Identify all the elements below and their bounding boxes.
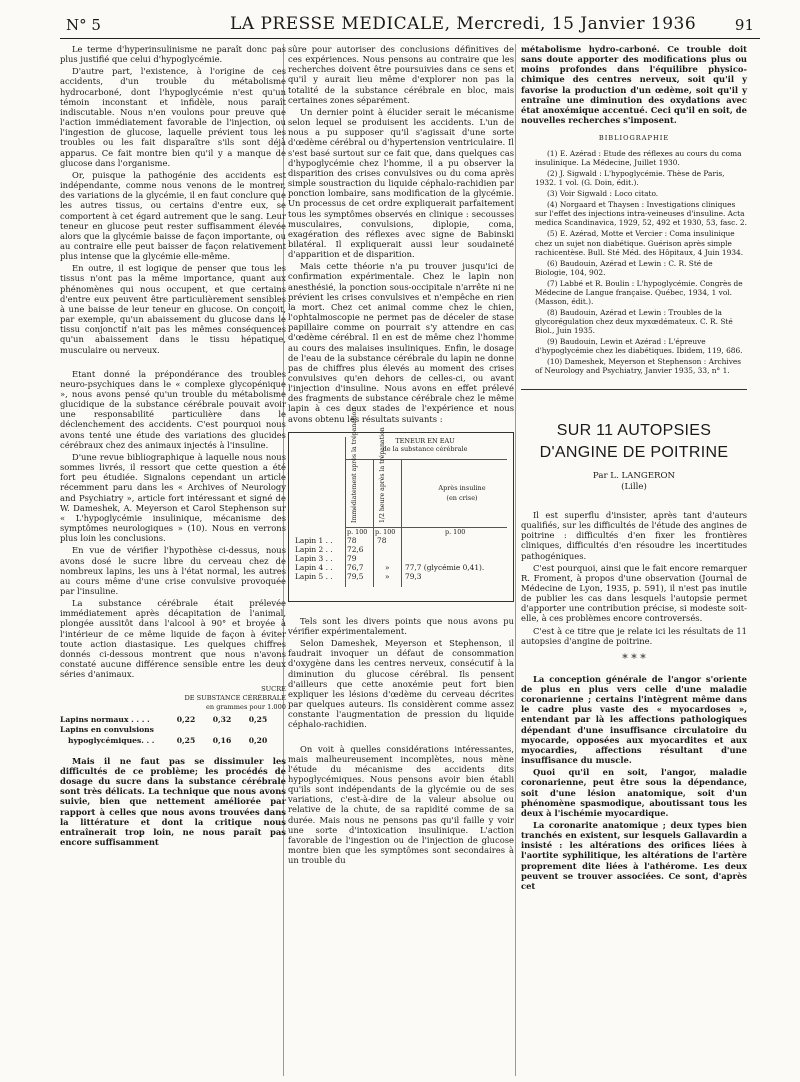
table-row-label: Lapin 1 . .	[295, 535, 333, 545]
column-left	[60, 44, 286, 849]
bibliography-entry: (1) E. Azérad : Etude des réflexes au cours du coma insulinique. La Médecine, Juillet 1930.	[535, 149, 742, 168]
bibliography	[521, 149, 747, 375]
paragraph: La coronarite anatomique ; deux types bien tranchés en existent, sur lesquels Gallavardin a insisté : les altérations des orifices liées à l'aortite syphilitique, les altérations de l'artère proprement dite liées à l'athérome. Les deux peuvent se trouver associées. Ce sont, d'après cet	[521, 820, 747, 891]
paragraph: Selon Dameshek, Meyerson et Stephenson, il faudrait invoquer un défaut de consommation d'oxygène dans les centres nerveux, consécutif à la diminution du glucose cérébral. Ils pensent d'ailleurs que cette anoxémie peut fort bien expliquer les lésions d'œdème du cerveau décrites par quelques auteurs. Ils considèrent comme assez constante l'augmentation de pression du liquide céphalo-rachidien.	[288, 638, 514, 730]
paragraph: Etant donné la prépondérance des troubles neuro-psychiques dans le « complexe glycopénique », nous avons pensé qu'un trouble du métabolisme glucidique de la substance cérébrale pouvait avoir une responsabilité particulière dans le déclenchement des accidents. C'est pourquoi nous avons tenté une étude des variations des glucides cérébraux chez des animaux injectés à l'insuline.	[60, 368, 286, 450]
column-middle	[288, 44, 514, 867]
paragraph: Quoi qu'il en soit, l'angor, maladie coronarienne, peut être sous la dépendance, soit d'une lésion anatomique, soit d'un phénomène spasmodique, aboutissant tous les deux à l'ischémie myocardique.	[521, 767, 747, 818]
column-header: 1/2 heure après la trépanation	[379, 426, 386, 523]
bibliography-entry: (4) Norgaard et Thaysen : Investigations cliniques sur l'effet des injections intra-veineuses d'insuline. Acta medica Scandinavica, 1929, 52, 492 et 1930, 53, fasc. 2.	[535, 200, 747, 228]
paragraph: Mais il ne faut pas se dissimuler les difficultés de ce problème; les procédés de dosage du sucre dans la substance cérébrale sont très délicats. La technique que nous avons suivie, bien que nettement améliorée par rapport à celles que nous avons trouvées dans la littérature et dont la critique nous entraînerait trop loin, ne nous paraît pas encore suffisamment	[60, 755, 286, 848]
article-title: SUR 11 AUTOPSIES D'ANGINE DE POITRINE	[539, 421, 729, 461]
sugar-table-header: SUCRE DE SUBSTANCE CÉRÉBRALE en grammes pour 1.000	[184, 685, 286, 711]
bibliography-entry: (7) Labbé et R. Boulin : L'hypoglycémie. Congrès de Médecine de Langue française. Québec, 1934, 1 vol. (Masson, édit.).	[535, 278, 743, 306]
paragraph: On voit à quelles considérations intéressantes, mais malheureusement incomplètes, nous mène l'étude du mécanisme des accidents dits hypoglycémiques. Nous pensons avoir bien établi qu'ils sont indépendants de la glycémie ou de ses variations, c'est-à-dire de la valeur absolue ou relative de la chute, de sa rapidité comme de sa durée. Mais nous ne pensons pas qu'il faille y voir une sorte d'intoxication insulinique. L'action favorable de l'ingestion ou de l'injection de glucose montre bien que les symptômes sont secondaires à un trouble du	[288, 743, 514, 866]
issue-number: N° 5	[66, 16, 101, 34]
paragraph: Or, puisque la pathogénie des accidents est indépendante, comme nous venons de le montrer, des variations de la glycémie, il en faut conclure que les autres tissus, ou certains d'entre eux, se comportent à cet égard autrement que le sang. Leur teneur en glucose peut rester suffisamment élevée alors que la glycémie baisse de façon importante, ou au contraire elle peut baisser de façon relativement plus intense que la glycémie elle-même.	[60, 169, 286, 262]
paragraph: La substance cérébrale était prélevée immédiatement après décapitation de l'animal, plongée aussitôt dans l'alcool à 90° et broyée à l'intérieur de ce même liquide de façon à éviter toute action diastasique. Les quelques chiffres donnés ci-dessous montrent que nous n'avons constaté aucune différence sensible entre les deux séries d'animaux.	[60, 598, 286, 680]
page-number: 91	[734, 16, 754, 34]
table-row: hypoglycémiques. . . 0,25 0,16 0,20	[68, 735, 268, 745]
water-content-table: TENEUR EN EAU de la substance cérébrale Immédiatement après la trépanation 1/2 heure après la trépanation Après insuline (en crise) p. 100 p. 100 p. 100 Lapin 1 . . 78 78 Lapin 2 . . 72,6 Lapin 3 . . 79 Lapin 4 . . 76,7 » 77,7 (glycémie 0,41). Lapin 5 . . 79,5 » 79,3	[288, 432, 514, 602]
sugar-table	[60, 685, 286, 745]
bibliography-entry: (10) Dameshek, Meyerson et Stephenson : Archives of Neurology and Psychiatry, Janvier 1935, 33, n° 1.	[535, 356, 742, 375]
column-header: Immédiatement après la trépanation	[351, 407, 358, 523]
paragraph: C'est à ce titre que je relate ici les résultats de 11 autopsies d'angine de poitrine.	[521, 625, 747, 646]
paragraph: Mais cette théorie n'a pu trouver jusqu'ici de confirmation expérimentale. Chez le lapin non anesthésié, la ponction sous-occipitale n'arrête ni ne prévient les crises convulsives et n'empêche en rien la mort. Chez cet animal comme chez le chien, l'ophtalmoscopie ne permet pas de déceler de stase papillaire comme on pourrait s'y attendre en cas d'œdème cérébral. Il en est de même chez l'homme au cours des malaises insuliniques. Enfin, le dosage de l'eau de la substance cérébrale du lapin ne donne pas de chiffres plus élevés au moment des crises convulsives qu'en dehors de celles-ci, ou avant l'injection d'insuline. Nous avons en effet prélevé des fragments de substance cérébrale chez le même lapin à ces deux stades de l'expérience et nous avons obtenu les résultats suivants :	[288, 261, 514, 424]
bibliography-entry: (9) Baudouin, Lewin et Azérad : L'épreuve d'hypoglycémie chez les diabétiques. Ibidem, 119, 686.	[535, 336, 743, 355]
paragraph: D'autre part, l'existence, à l'origine de ces accidents, d'un trouble du métabolisme hydrocarboné, dont l'hypoglycémie n'est qu'un témoin inconstant et infidèle, nous paraît indiscutable. Nous n'en voulons pour preuve que l'action immédiatement favorable de l'injection, ou l'ingestion de glucose, laquelle prévient tous les troubles ou les fait disparaître s'ils sont déjà apparus. Ce fait montre bien qu'il y a manque de glucose dans l'organisme.	[60, 66, 286, 168]
column-right	[521, 44, 747, 893]
bibliography-entry: (8) Baudouin, Azérad et Lewin : Troubles de la glycorégulation chez deux myxœdémateux. C. R. Sté Biol., Juin 1935.	[535, 307, 733, 335]
table-row-label: Lapin 2 . .	[295, 544, 333, 554]
article-affiliation: (Lille)	[621, 481, 647, 492]
section-divider	[521, 389, 747, 390]
paragraph: C'est pourquoi, ainsi que le fait encore remarquer R. Froment, à propos d'une observation (Journal de Médecine de Lyon, 1935, p. 591), il n'est pas inutile de publier les cas dans lesquels l'autopsie permet d'apporter une contribution précise, si modeste soit-elle, à ces problèmes encore controversés.	[521, 562, 747, 624]
paragraph: En outre, il est logique de penser que tous les tissus n'ont pas la même importance, quant aux phénomènes qui nous occupent, et que certains d'entre eux peuvent être particulièrement sensibles à une baisse de leur teneur en glucose. On conçoit, par exemple, qu'un abaissement du glucose dans le tissu conjonctif n'ait pas les mêmes conséquences qu'un abaissement dans le tissu hépatique, musculaire ou nerveux.	[60, 263, 286, 355]
paragraph: Tels sont les divers points que nous avons pu vérifier expérimentalement.	[288, 615, 514, 636]
column-divider	[515, 44, 516, 1076]
paragraph: Il est superflu d'insister, après tant d'auteurs qualifiés, sur les difficultés de l'étude des angines de poitrine : difficultés d'en fixer les frontières cliniques, difficultés d'en résoudre les incertitudes pathogéniques.	[521, 509, 747, 561]
table-title: TENEUR EN EAU de la substance cérébrale	[382, 436, 468, 454]
table-row-label: Lapin 4 . .	[295, 562, 333, 572]
bibliography-entry: (6) Baudouin, Azérad et Lewin : C. R. Sté de Biologie, 104, 902.	[535, 258, 713, 277]
paragraph: En vue de vérifier l'hypothèse ci-dessus, nous avons dosé le sucre libre du cerveau chez de nombreux lapins, les uns à l'état normal, les autres au cours même d'une crise convulsive provoquée par l'insuline.	[60, 545, 286, 596]
paragraph: La conception générale de l'angor s'oriente de plus en plus vers celle d'une maladie coronarienne ; certains l'intègrent même dans le cadre plus vaste des « myocardoses », entendant par là les affections pathologiques dépendant d'une insuffisance circulatoire du myocarde, opposées aux myocardites et aux myocardies, affections résultant d'une insuffisance du muscle.	[521, 673, 747, 766]
table-row: Lapins normaux . . . . 0,22 0,32 0,25	[60, 715, 268, 725]
paragraph: Le terme d'hyperinsulinisme ne paraît donc pas plus justifié que celui d'hypoglycémie.	[60, 44, 286, 65]
bibliography-entry: (3) Voir Sigwald : Loco citato.	[547, 189, 659, 199]
page-header	[60, 10, 760, 39]
bibliography-entry: (2) J. Sigwald : L'hypoglycémie. Thèse de Paris, 1932. 1 vol. (G. Doin, édit.).	[535, 169, 725, 188]
journal-title: LA PRESSE MEDICALE, Mercredi, 15 Janvier 1936	[230, 14, 697, 34]
column-header: Après insuline (en crise)	[438, 483, 486, 503]
bibliography-title: BIBLIOGRAPHIE	[598, 134, 670, 143]
table-row: Lapins en convulsions	[60, 725, 154, 735]
section-stars: * * *	[622, 651, 646, 665]
table-row-label: Lapin 5 . .	[295, 571, 333, 581]
paragraph: métabolisme hydro-carboné. Ce trouble doit sans doute apporter des modifications plus ou moins profondes dans l'équilibre physico-chimique des centres nerveux, soit qu'il y favorise la production d'un œdème, soit qu'il y entraîne une diminution des oxydations avec état anoxémique accentué. Ceci qu'il en soit, de nouvelles recherches s'imposent.	[521, 44, 747, 126]
paragraph: sûre pour autoriser des conclusions définitives de ces expériences. Nous pensons au contraire que les recherches doivent être poursuivies dans ce sens et qu'il y aurait lieu même d'explorer non pas la totalité de la substance cérébrale en bloc, mais certaines zones séparément.	[288, 44, 514, 105]
paragraph: Un dernier point à élucider serait le mécanisme selon lequel se produisent les accidents. L'un de nous a pu supposer qu'il s'agissait d'une sorte d'œdème cérébral ou d'hypertension ventriculaire. Il s'est basé surtout sur ce fait que, dans quelques cas d'hypoglycémie chez l'homme, il a pu observer la disparition des crises convulsives ou du coma après simple soustraction du liquide céphalo-rachidien par ponction lombaire, sans modification de la glycémie. Un processus de cet ordre expliquerait parfaitement tous les symptômes observés en clinique : secousses musculaires, convulsions, diplopie, coma, exagération des réflexes avec signe de Babinski bilatéral. Il expliquerait aussi leur soudaineté d'apparition et de disparition.	[288, 106, 514, 260]
article-author: Par L. LANGERON	[592, 471, 676, 482]
table-row-label: Lapin 3 . .	[295, 553, 333, 563]
bibliography-entry: (5) E. Azérad, Motte et Vercier : Coma insulinique chez un sujet non diabétique. Guérison après simple rachicentèse. Bull. Sté Méd. des Hôpitaux, 4 Juin 1934.	[535, 229, 744, 257]
paragraph: D'une revue bibliographique à laquelle nous nous sommes livrés, il ressort que cette question a été fort peu étudiée. Signalons cependant un article récemment paru dans les « Archives of Neurology and Psychiatry », article fort intéressant et signé de W. Dameshek, A. Meyerson et Carol Stephenson sur « L'hypoglycémie insulinique, mécanisme des symptômes neurologiques » (10). Nous en verrons plus loin les conclusions.	[60, 451, 286, 544]
